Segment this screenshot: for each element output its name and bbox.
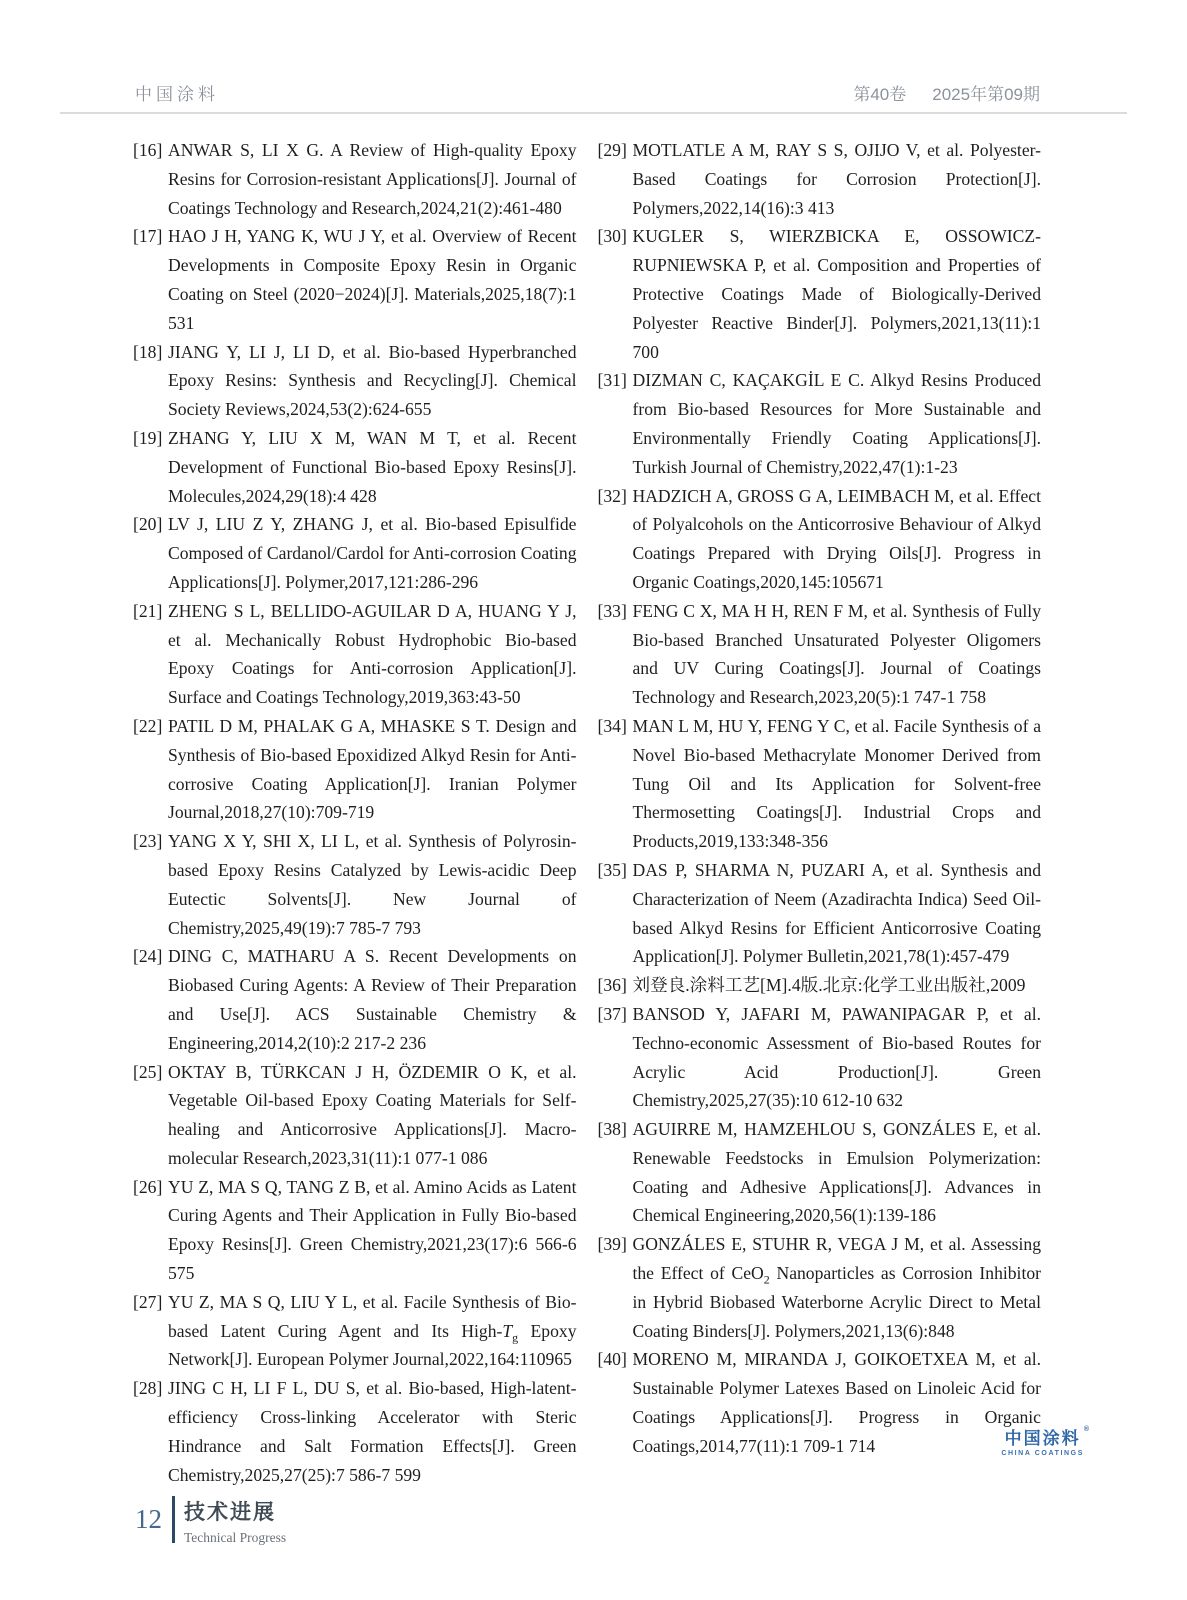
reference-text: BANSOD Y, JAFARI M, PAWANIPAGAR P, et al. Techno-economic Assessment of Bio-based Routes for Acrylic Acid Production[J]. Green Chemistry,2025,27(35):10 612-10 632 [632, 1003, 1041, 1111]
reference-item [598, 971, 1042, 1000]
reference-item [133, 942, 577, 1057]
reference-text: 刘登良.涂料工艺[M].4版.北京:化学工业出版社,2009 [632, 975, 1026, 996]
reference-item [133, 597, 577, 712]
reference-number: [21] [133, 600, 163, 621]
reference-item [133, 1374, 577, 1489]
reference-item [598, 1000, 1042, 1115]
references-column-right [598, 136, 1042, 1489]
reference-number: [39] [597, 1234, 627, 1255]
reference-number: [32] [597, 485, 627, 506]
reference-item [133, 136, 577, 222]
reference-text: YU Z, MA S Q, LIU Y L, et al. Facile Synthesis of Bio-based Latent Curing Agent and Its High-$T_g$ Epoxy Network[J]. European Polymer Journal,2022,164:110965 [168, 1291, 577, 1370]
reference-text: FENG C X, MA H H, REN F M, et al. Synthesis of Fully Bio-based Branched Unsaturated Polyester Oligomers and UV Curing Coatings[J]. Journal of Coatings Technology and Research,2023,20(5):1 747-1 758 [632, 600, 1041, 708]
section-title-en: Technical Progress [184, 1530, 287, 1545]
page-number: 12 [135, 1504, 162, 1534]
reference-text: OKTAY B, TÜRKCAN J H, ÖZDEMIR O K, et al. Vegetable Oil-based Epoxy Coating Materials for Self-healing and Anticorrosive Applications[J]. Macro-molecular Research,2023,31(11):1 077-1 086 [168, 1061, 577, 1168]
journal-name: 中国涂料 [135, 85, 219, 104]
reference-text: GONZÁLES E, STUHR R, VEGA J M, et al. Assessing the Effect of CeO$_2$ Nanoparticles as Corrosion Inhibitor in Hybrid Biobased Waterborne Acrylic Direct to Metal Coating Binders[J]. Polymers,2021,13(6):848 [632, 1234, 1041, 1341]
reference-item [133, 827, 577, 942]
reference-number: [18] [133, 341, 163, 362]
reference-number: [19] [133, 427, 163, 448]
reference-number: [33] [597, 600, 627, 621]
issue-label: 2025年第09期 [932, 85, 1040, 104]
reference-number: [37] [597, 1003, 627, 1024]
footer-section [184, 1496, 286, 1546]
reference-item [598, 136, 1042, 222]
reference-number: [22] [133, 715, 163, 736]
volume-issue [853, 80, 1040, 105]
reference-item [133, 1173, 577, 1288]
reference-item [598, 222, 1042, 366]
reference-number: [30] [597, 226, 627, 247]
page-footer [135, 1496, 286, 1546]
reference-text: DAS P, SHARMA N, PUZARI A, et al. Synthesis and Characterization of Neem (Azadirachta Indica) Seed Oil-based Alkyd Resins for Efficient Anticorrosive Coating Application[J]. Polymer Bulletin,2021,78(1):457-479 [632, 859, 1041, 967]
reference-text: KUGLER S, WIERZBICKA E, OSSOWICZ-RUPNIEWSKA P, et al. Composition and Properties of Protective Coatings Made of Biologically-Derived Polyester Reactive Binder[J]. Polymers,2021,13(11):1 700 [632, 226, 1041, 362]
reference-item [598, 597, 1042, 712]
reference-text: LV J, LIU Z Y, ZHANG J, et al. Bio-based Episulfide Composed of Cardanol/Cardol for Anti-corrosion Coating Applications[J]. Polymer,2017,121:286-296 [168, 514, 577, 592]
reference-item [598, 366, 1042, 481]
reference-item [133, 510, 577, 596]
section-title-cn: 技术进展 [184, 1501, 276, 1524]
reference-number: [31] [597, 370, 627, 391]
reference-text: ZHANG Y, LIU X M, WAN M T, et al. Recent Development of Functional Bio-based Epoxy Resins[J]. Molecules,2024,29(18):4 428 [168, 427, 577, 506]
reference-text: MORENO M, MIRANDA J, GOIKOETXEA M, et al. Sustainable Polymer Latexes Based on Linoleic Acid for Coatings Applications[J]. Progress in Organic Coatings,2014,77(11):1 709-1 714 [632, 1349, 1041, 1456]
reference-text: JING C H, LI F L, DU S, et al. Bio-based, High-latent-efficiency Cross-linking Accelerator with Steric Hindrance and Salt Formation Effects[J]. Green Chemistry,2025,27(25):7 586-7 599 [168, 1378, 577, 1485]
reference-item [598, 1345, 1042, 1460]
reference-number: [17] [133, 226, 163, 247]
reference-number: [23] [133, 831, 163, 852]
page-header [135, 80, 1040, 105]
reference-number: [34] [597, 715, 627, 736]
reference-text: YU Z, MA S Q, TANG Z B, et al. Amino Acids as Latent Curing Agents and Their Application in Fully Bio-based Epoxy Resins[J]. Green Chemistry,2021,23(17):6 566-6 575 [168, 1176, 577, 1284]
reference-item [598, 856, 1042, 971]
references-section [133, 136, 1041, 1489]
reference-number: [24] [133, 946, 163, 967]
volume-label: 第40卷 [853, 85, 907, 104]
reference-number: [40] [597, 1349, 627, 1370]
reference-item [133, 338, 577, 424]
reference-item [133, 1288, 577, 1374]
header-divider [60, 112, 1127, 114]
reference-number: [28] [133, 1378, 163, 1399]
reference-number: [29] [597, 140, 627, 160]
reference-number: [20] [133, 514, 163, 535]
reference-number: [26] [133, 1176, 163, 1197]
reference-number: [36] [597, 975, 627, 996]
reference-number: [38] [597, 1119, 627, 1140]
reference-number: [35] [597, 859, 627, 880]
logo-text-cn: 中国涂料 ® [1004, 1426, 1091, 1448]
reference-text: ZHENG S L, BELLIDO-AGUILAR D A, HUANG Y J, et al. Mechanically Robust Hydrophobic Bio-based Epoxy Coatings for Anti-corrosion Application[J]. Surface and Coatings Technology,2019,363:43-50 [168, 600, 577, 708]
reference-item [133, 424, 577, 510]
logo-text-en: CHINA COATINGS [1001, 1450, 1084, 1457]
references-column-left [133, 136, 577, 1489]
reference-item [598, 712, 1042, 856]
logo-reg-mark: ® [1083, 1426, 1091, 1433]
reference-number: [27] [133, 1291, 163, 1312]
reference-text: ANWAR S, LI X G. A Review of High-quality Epoxy Resins for Corrosion-resistant Applications[J]. Journal of Coatings Technology and Research,2024,21(2):461-480 [168, 140, 577, 218]
reference-text: JIANG Y, LI J, LI D, et al. Bio-based Hyperbranched Epoxy Resins: Synthesis and Recycling[J]. Chemical Society Reviews,2024,53(2):624-655 [168, 341, 577, 420]
reference-item [598, 1230, 1042, 1345]
reference-item [598, 1115, 1042, 1230]
china-coatings-logo [1001, 1426, 1091, 1457]
reference-text: YANG X Y, SHI X, LI L, et al. Synthesis of Polyrosin-based Epoxy Resins Catalyzed by Lewis-acidic Deep Eutectic Solvents[J]. New Journal of Chemistry,2025,49(19):7 785-7 793 [168, 831, 577, 938]
reference-text: DING C, MATHARU A S. Recent Developments on Biobased Curing Agents: A Review of Their Preparation and Use[J]. ACS Sustainable Chemistry & Engineering,2014,2(10):2 217-2 236 [168, 946, 577, 1053]
reference-number: [25] [133, 1061, 163, 1082]
reference-text: PATIL D M, PHALAK G A, MHASKE S T. Design and Synthesis of Bio-based Epoxidized Alkyd Resin for Anti-corrosive Coating Application[J]. Iranian Polymer Journal,2018,27(10):709-719 [168, 715, 577, 823]
reference-text: DIZMAN C, KAÇAKGİL E C. Alkyd Resins Produced from Bio-based Resources for More Sustainable and Environmentally Friendly Coating Applications[J]. Turkish Journal of Chemistry,2022,47(1):1-23 [632, 370, 1041, 477]
reference-text: HADZICH A, GROSS G A, LEIMBACH M, et al. Effect of Polyalcohols on the Anticorrosive Behaviour of Alkyd Coatings Prepared with Drying Oils[J]. Progress in Organic Coatings,2020,145:105671 [632, 485, 1041, 592]
reference-item [133, 1058, 577, 1173]
reference-text: AGUIRRE M, HAMZEHLOU S, GONZÁLES E, et al. Renewable Feedstocks in Emulsion Polymerization: Coating and Adhesive Applications[J]. Advances in Chemical Engineering,2020,56(1):139-186 [632, 1119, 1041, 1226]
reference-number: [16] [133, 140, 163, 160]
reference-item [133, 712, 577, 827]
footer-accent-bar [172, 1496, 175, 1543]
reference-text: MAN L M, HU Y, FENG Y C, et al. Facile Synthesis of a Novel Bio-based Methacrylate Monomer Derived from Tung Oil and Its Application for Solvent-free Thermosetting Coatings[J]. Industrial Crops and Products,2019,133:348-356 [632, 715, 1041, 852]
reference-text: HAO J H, YANG K, WU J Y, et al. Overview of Recent Developments in Composite Epoxy Resin in Organic Coating on Steel (2020−2024)[J]. Materials,2025,18(7):1 531 [168, 226, 577, 333]
reference-text: MOTLATLE A M, RAY S S, OJIJO V, et al. Polyester-Based Coatings for Corrosion Protection[J]. Polymers,2022,14(16):3 413 [632, 140, 1041, 218]
reference-item [598, 482, 1042, 597]
reference-item [133, 222, 577, 337]
